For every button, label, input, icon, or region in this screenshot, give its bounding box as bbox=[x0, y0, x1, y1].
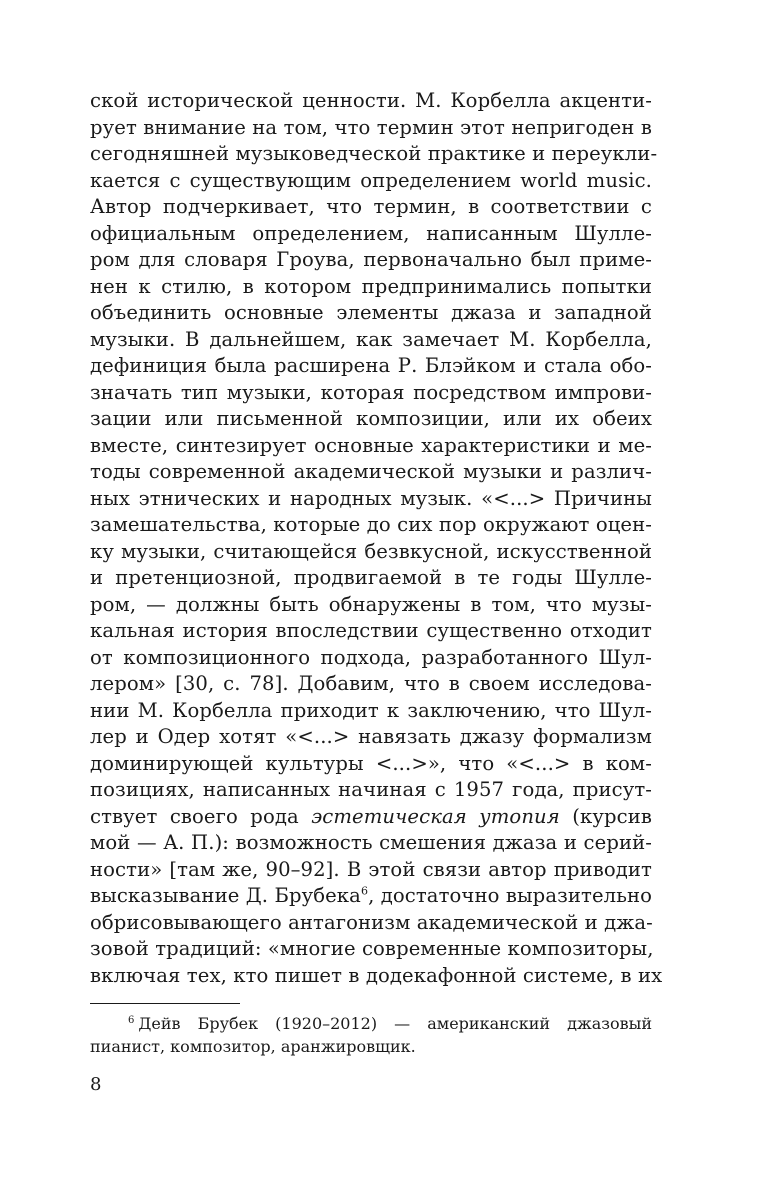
text-line: зовой традиций: «многие современные композиторы, bbox=[90, 937, 654, 960]
text-line: музыки. В дальнейшем, как замечает М. Корбелла, bbox=[90, 327, 652, 351]
text-line: кальная история впоследствии существенно отходит bbox=[90, 619, 652, 642]
text-line: включая тех, кто пишет в додекафонной системе, в их bbox=[90, 963, 663, 987]
page-number: 8 bbox=[90, 1074, 102, 1095]
text-line: ности» [там же, 90–92]. В этой связи автор приводит bbox=[90, 857, 652, 881]
text-line: нии М. Корбелла приходит к заключению, что Шул- bbox=[90, 698, 652, 722]
text-line: ром, — должны быть обнаружены в том, что музы- bbox=[90, 592, 652, 616]
text-line: ром для словаря Гроува, первоначально был приме- bbox=[90, 248, 652, 271]
text-line: лер и Одер хотят «<...> навязать джазу формализм bbox=[90, 725, 652, 748]
text-line: замешательства, которые до сих пор окружают оцен- bbox=[90, 513, 652, 536]
text-line: кается с существующим определением world music. bbox=[90, 168, 652, 192]
text-line: дефиниция была расширена Р. Блэйком и стала обо- bbox=[90, 354, 652, 377]
footnote-divider bbox=[90, 1003, 240, 1004]
text-segment: высказывание Д. Брубека bbox=[90, 884, 361, 907]
text-line: сегодняшней музыковедческой практике и переукли- bbox=[90, 142, 658, 165]
text-line: вместе, синтезирует основные характеристики и ме- bbox=[90, 433, 652, 457]
text-line: тоды современной академической музыки и различ- bbox=[90, 460, 652, 483]
text-line: и претенциозной, продвигаемой в те годы Шулле- bbox=[90, 566, 652, 589]
text-line: позициях, написанных начиная с 1957 года, присут- bbox=[90, 778, 652, 801]
text-line: доминирующей культуры <...>», что «<...> в ком- bbox=[90, 751, 652, 775]
footnote-reference: 6 bbox=[360, 884, 369, 898]
italic-phrase: эстетическая утопия bbox=[311, 804, 560, 828]
text-line bbox=[90, 883, 652, 910]
text-line: лером» [30, с. 78]. Добавим, что в своем исследова- bbox=[90, 672, 652, 695]
text-segment: ствует своего рода bbox=[90, 804, 312, 828]
footnote-marker: 6 bbox=[128, 1014, 135, 1026]
text-line: Автор подчеркивает, что термин, в соответствии с bbox=[90, 195, 652, 218]
text-line: обрисовывающего антагонизм академической и джа- bbox=[90, 910, 653, 934]
text-line: значать тип музыки, которая посредством импрови- bbox=[90, 380, 652, 404]
text-segment: , достаточно выразительно bbox=[368, 884, 653, 907]
footnote-line bbox=[90, 1012, 652, 1035]
footnote-line: пианист, композитор, аранжировщик. bbox=[90, 1037, 416, 1056]
text-line: ных этнических и народных музык. «<...> Причины bbox=[90, 486, 652, 510]
text-line: зации или письменной композиции, или их обеих bbox=[90, 407, 652, 430]
footnote-text: Дейв Брубек (1920–2012) — американский джазовый bbox=[138, 1014, 652, 1033]
text-line: мой — А. П.): возможность смешения джаза и серий- bbox=[90, 831, 652, 854]
text-line: от композиционного подхода, разработанного Шул- bbox=[90, 645, 652, 669]
text-line: объединить основные элементы джаза и западной bbox=[90, 301, 652, 324]
text-line: ку музыки, считающейся безвкусной, искусственной bbox=[90, 539, 652, 563]
text-segment: (курсив bbox=[559, 804, 652, 828]
text-line: нен к стилю, в котором предпринимались попытки bbox=[90, 274, 652, 298]
body-text bbox=[90, 88, 663, 989]
text-line: официальным определением, написанным Шулле- bbox=[90, 221, 652, 245]
text-line bbox=[90, 804, 652, 831]
footnote bbox=[90, 1012, 652, 1058]
text-line: рует внимание на том, что термин этот непригоден в bbox=[90, 115, 652, 139]
text-line: ской исторической ценности. М. Корбелла акценти- bbox=[90, 89, 652, 112]
